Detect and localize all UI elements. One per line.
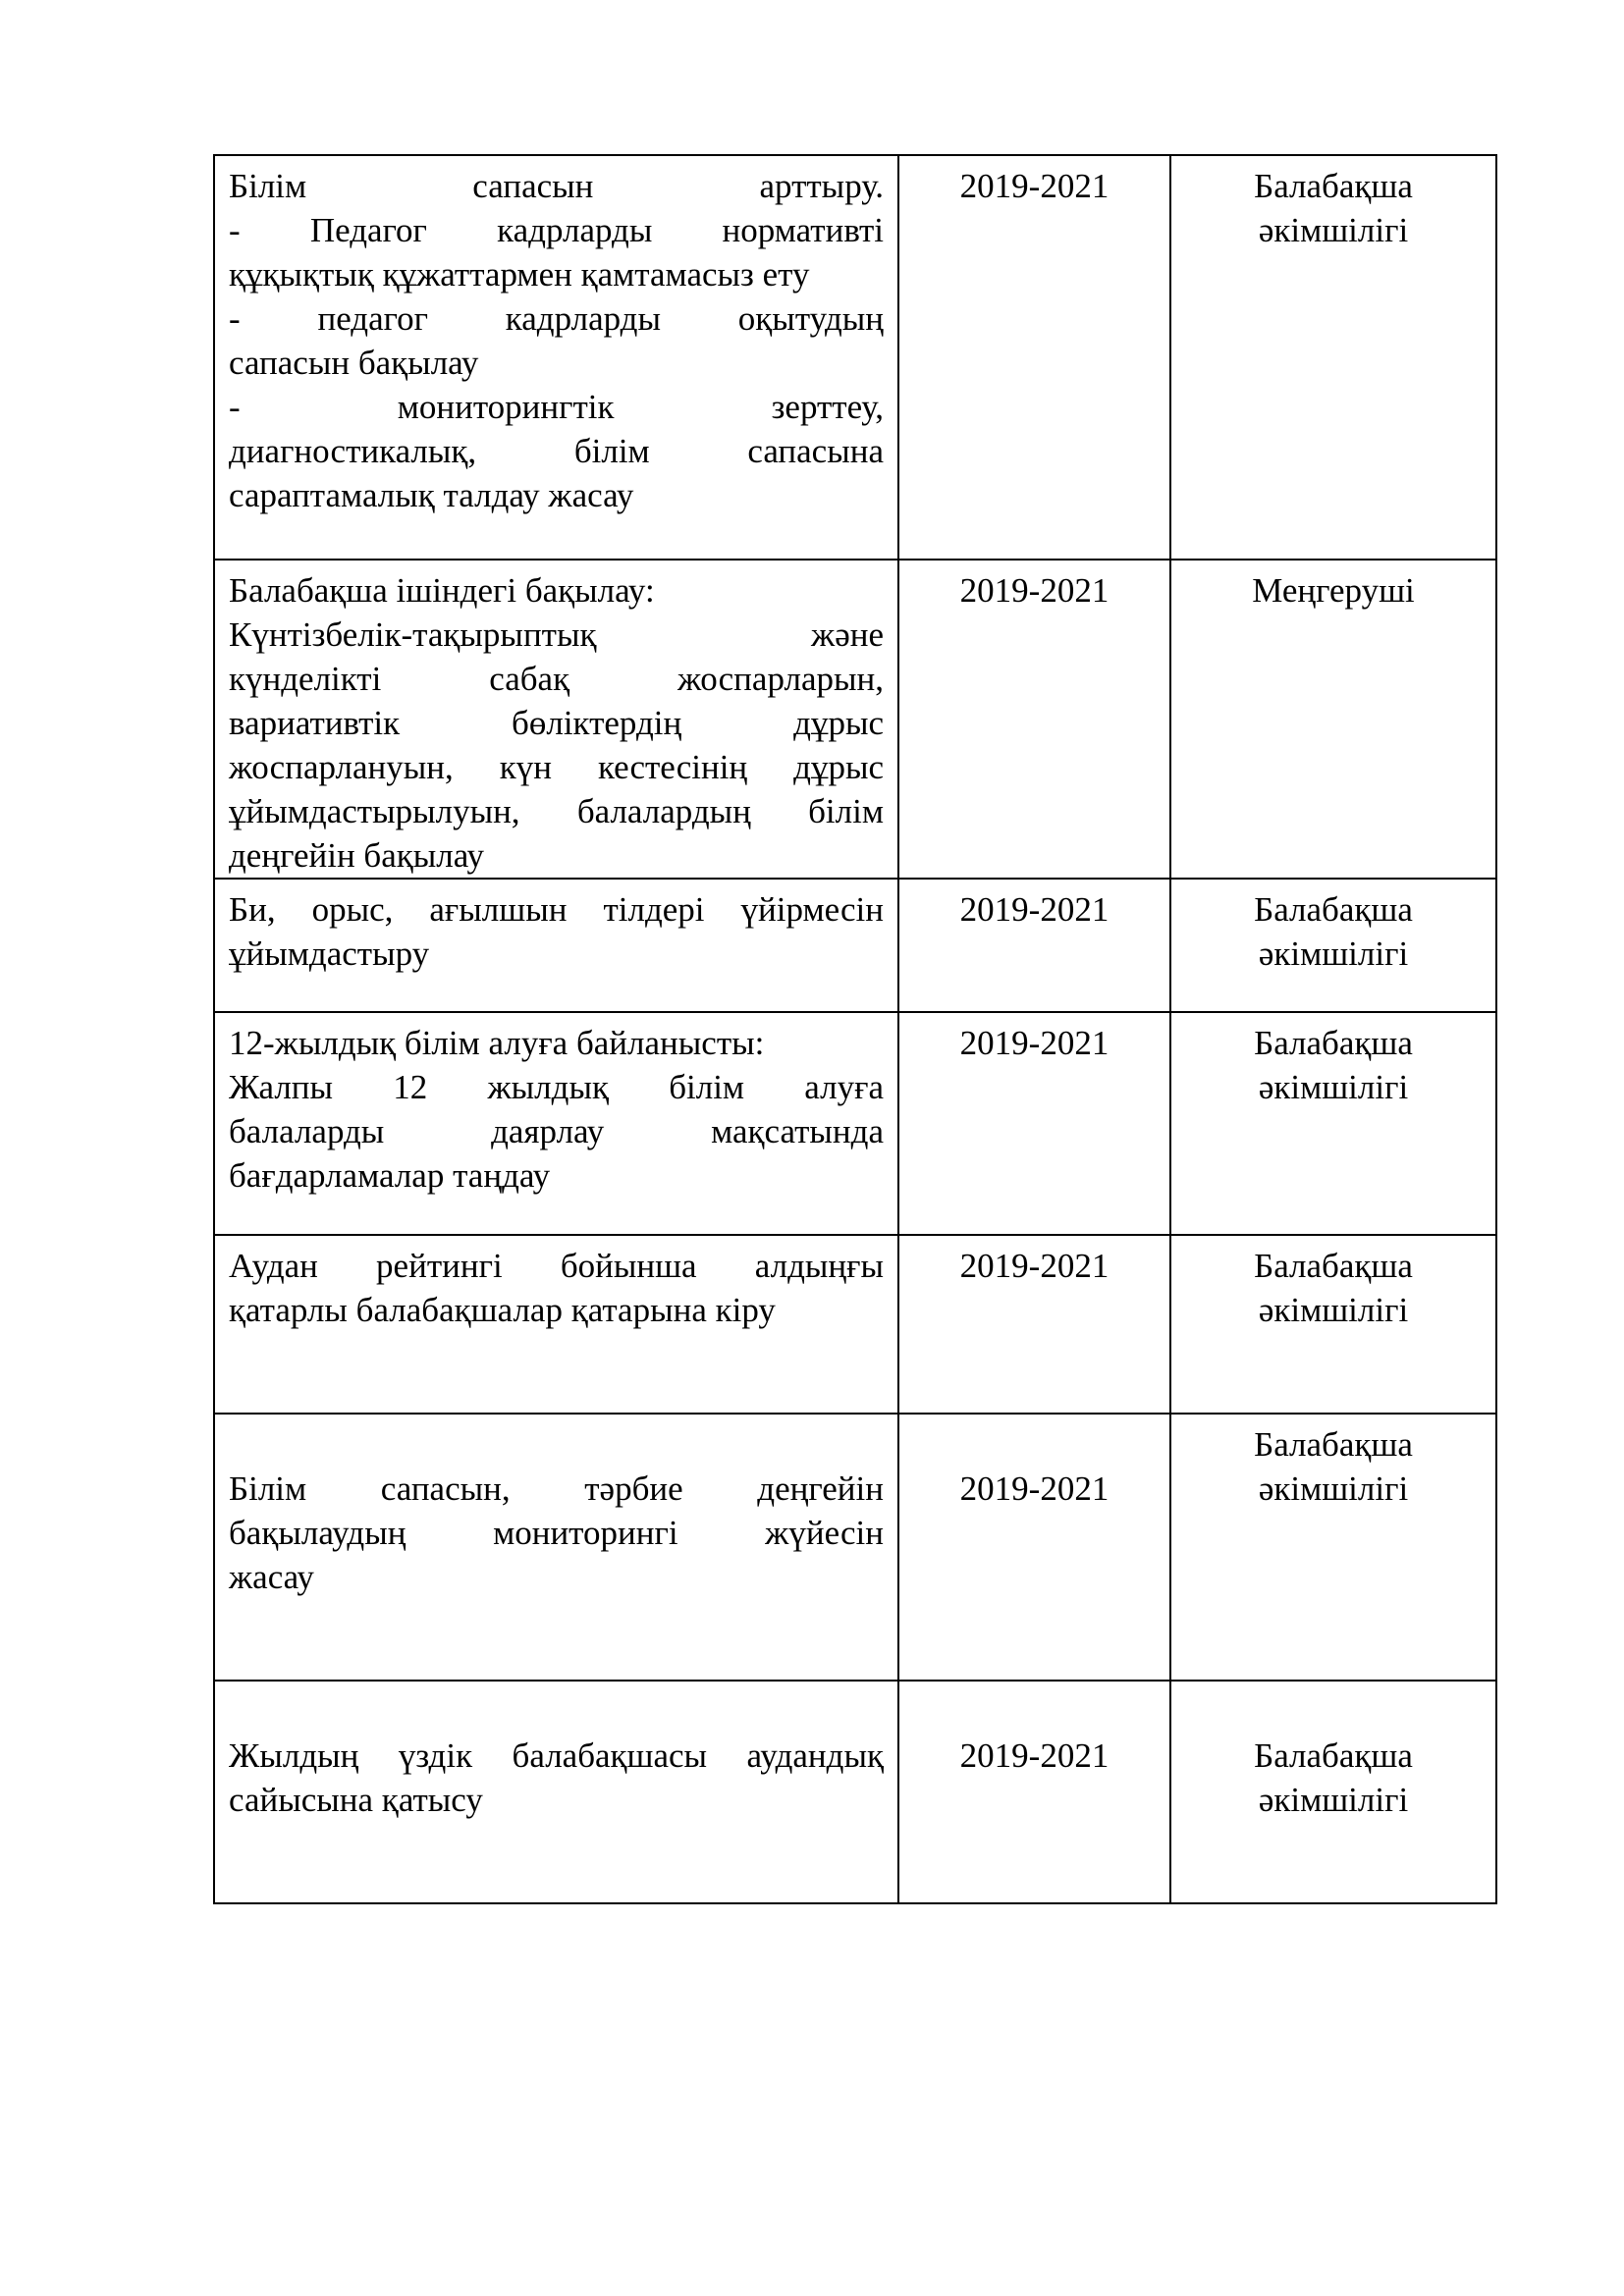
responsible-cell (1170, 1012, 1496, 1235)
task-line: сараптамалық талдау жасау (229, 476, 634, 514)
plan-table (213, 154, 1497, 1904)
task-line: сапасын бақылау (229, 344, 479, 382)
task-line: Күнтізбелік-тақырыптық және (229, 615, 884, 654)
responsible-line: әкімшілігі (1258, 1291, 1409, 1329)
task-line: 12-жылдық білім алуға байланысты: (229, 1024, 765, 1062)
table-row (214, 155, 1496, 560)
task-line: Жылдың үздік балабақшасы аудандық (229, 1736, 884, 1775)
period-text: 2019-2021 (959, 571, 1110, 610)
responsible-line: әкімшілігі (1258, 1068, 1409, 1106)
task-line: бақылаудың мониторингі жүйесін (229, 1514, 884, 1552)
responsible-cell (1170, 1681, 1496, 1903)
period-cell (898, 560, 1170, 879)
table-row (214, 1414, 1496, 1681)
responsible-line: Балабақша (1254, 1024, 1413, 1062)
responsible-cell (1170, 1235, 1496, 1414)
period-cell (898, 1414, 1170, 1681)
task-line: құқықтық құжаттармен қамтамасыз ету (229, 255, 810, 294)
task-line: ұйымдастыру (229, 934, 430, 973)
period-cell (898, 1012, 1170, 1235)
period-text: 2019-2021 (959, 1247, 1110, 1285)
task-cell (214, 879, 898, 1012)
task-line: жоспарлануын, күн кестесінің дұрыс (229, 748, 884, 786)
task-line: Жалпы 12 жылдық білім алуға (229, 1068, 884, 1106)
responsible-line: Меңгеруші (1252, 571, 1415, 610)
task-line: диагностикалық, білім сапасына (229, 432, 884, 470)
table-row (214, 1235, 1496, 1414)
task-cell (214, 155, 898, 560)
task-line: ұйымдастырылуын, балалардың білім (229, 792, 884, 830)
task-line: Би, орыс, ағылшын тілдері үйірмесін (229, 890, 884, 929)
responsible-line: Балабақша (1254, 890, 1413, 929)
task-cell (214, 560, 898, 879)
responsible-cell (1170, 155, 1496, 560)
task-line: Аудан рейтингі бойынша алдыңғы (229, 1247, 884, 1285)
task-line: балаларды даярлау мақсатында (229, 1112, 884, 1150)
period-text: 2019-2021 (959, 1024, 1110, 1062)
task-line: Балабақша ішіндегі бақылау: (229, 571, 655, 610)
task-line: қатарлы балабақшалар қатарына кіру (229, 1291, 776, 1329)
task-line: Білім сапасын арттыру. (229, 167, 884, 205)
responsible-line: әкімшілігі (1258, 934, 1409, 973)
table-row (214, 1012, 1496, 1235)
responsible-cell (1170, 879, 1496, 1012)
table-row (214, 560, 1496, 879)
task-line: деңгейін бақылау (229, 836, 485, 875)
period-text: 2019-2021 (959, 167, 1110, 205)
period-text: 2019-2021 (959, 1469, 1110, 1508)
responsible-line: әкімшілігі (1258, 1781, 1409, 1819)
task-line: сайысына қатысу (229, 1781, 483, 1819)
task-cell (214, 1235, 898, 1414)
task-line: - мониторингтік зерттеу, (229, 388, 884, 426)
table-row (214, 879, 1496, 1012)
task-line: - Педагог кадрларды нормативті (229, 211, 884, 249)
table-row (214, 1681, 1496, 1903)
responsible-line: әкімшілігі (1258, 211, 1409, 249)
task-line: Білім сапасын, тәрбие деңгейін (229, 1469, 884, 1508)
task-line: жасау (229, 1558, 314, 1596)
task-line: - педагог кадрларды оқытудың (229, 299, 884, 338)
task-cell (214, 1681, 898, 1903)
period-text: 2019-2021 (959, 1736, 1110, 1775)
responsible-line: Балабақша (1254, 167, 1413, 205)
period-cell (898, 1681, 1170, 1903)
task-line: вариативтік бөліктердің дұрыс (229, 704, 884, 742)
responsible-cell (1170, 1414, 1496, 1681)
responsible-line: Балабақша (1254, 1247, 1413, 1285)
task-line: бағдарламалар таңдау (229, 1156, 551, 1195)
responsible-cell (1170, 560, 1496, 879)
period-cell (898, 155, 1170, 560)
task-cell (214, 1012, 898, 1235)
period-text: 2019-2021 (959, 890, 1110, 929)
period-cell (898, 879, 1170, 1012)
responsible-line: Балабақша (1254, 1425, 1413, 1464)
responsible-line: әкімшілігі (1258, 1469, 1409, 1508)
task-line: күнделікті сабақ жоспарларын, (229, 660, 884, 698)
task-cell (214, 1414, 898, 1681)
period-cell (898, 1235, 1170, 1414)
responsible-line: Балабақша (1254, 1736, 1413, 1775)
